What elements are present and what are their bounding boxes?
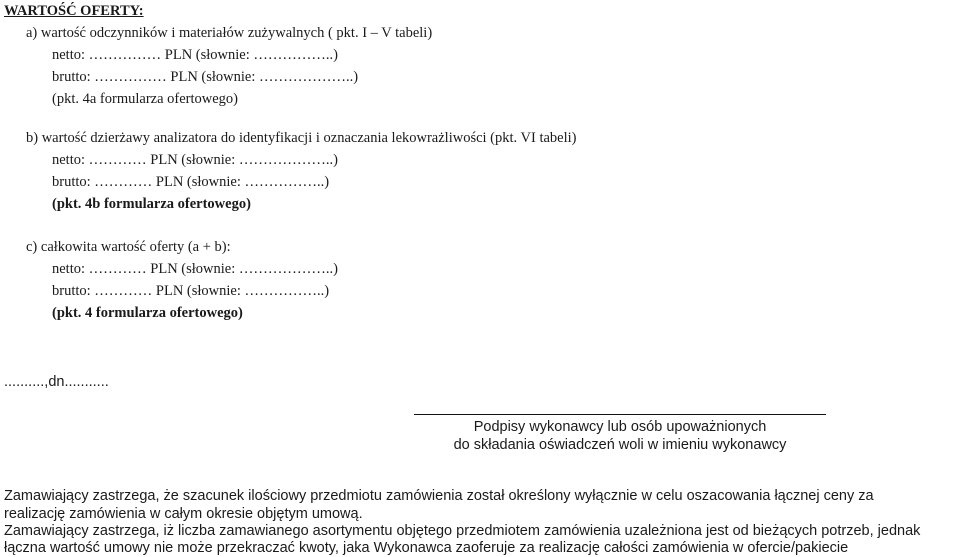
section-c-title: c) całkowita wartość oferty (a + b):: [26, 239, 231, 255]
place-date-line: ..........,dn...........: [4, 374, 109, 390]
section-b-reference: (pkt. 4b formularza ofertowego): [52, 196, 251, 212]
note-1-line1: Zamawiający zastrzega, że szacunek ilościowy przedmiotu zamówienia został określony wyłącznie w celu oszacowania łącznej ceny za: [4, 488, 874, 504]
section-b-title: b) wartość dzierżawy analizatora do identyfikacji i oznaczania lekowrażliwości (pkt. VI tabeli): [26, 130, 577, 146]
section-c-netto: netto: ………… PLN (słownie: ………………..): [52, 261, 338, 277]
section-b-brutto: brutto: ………… PLN (słownie: ……………..): [52, 174, 330, 190]
signature-caption-line2: do składania oświadczeń woli w imieniu wykonawcy: [453, 437, 787, 453]
section-c-brutto: brutto: ………… PLN (słownie: ……………..): [52, 283, 330, 299]
signature-line: [414, 414, 826, 415]
section-a-title: a) wartość odczynników i materiałów zużywalnych ( pkt. I – V tabeli): [26, 25, 433, 41]
note-1-line2: realizację zamówienia w całym okresie objętym umową.: [4, 506, 363, 522]
section-a-brutto: brutto: …………… PLN (słownie: ………………..): [52, 69, 359, 85]
signature-caption-line1: Podpisy wykonawcy lub osób upoważnionych: [473, 419, 767, 435]
section-a-reference: (pkt. 4a formularza ofertowego): [52, 91, 239, 107]
section-c-reference: (pkt. 4 formularza ofertowego): [52, 305, 243, 321]
section-b-netto: netto: ………… PLN (słownie: ………………..): [52, 152, 338, 168]
note-2-line1: Zamawiający zastrzega, iż liczba zamawianego asortymentu objętego przedmiotem zamówienia uzależniona jest od bieżących potrzeb, jednak: [4, 523, 921, 539]
offer-value-heading: WARTOŚĆ OFERTY:: [4, 3, 144, 19]
note-2-line2: łączna wartość umowy nie może przekraczać kwoty, jaka Wykonawca zaoferuje za realizację całości zamówienia w ofercie/pakiecie: [4, 540, 849, 556]
section-a-netto: netto: …………… PLN (słownie: ……………..): [52, 47, 338, 63]
